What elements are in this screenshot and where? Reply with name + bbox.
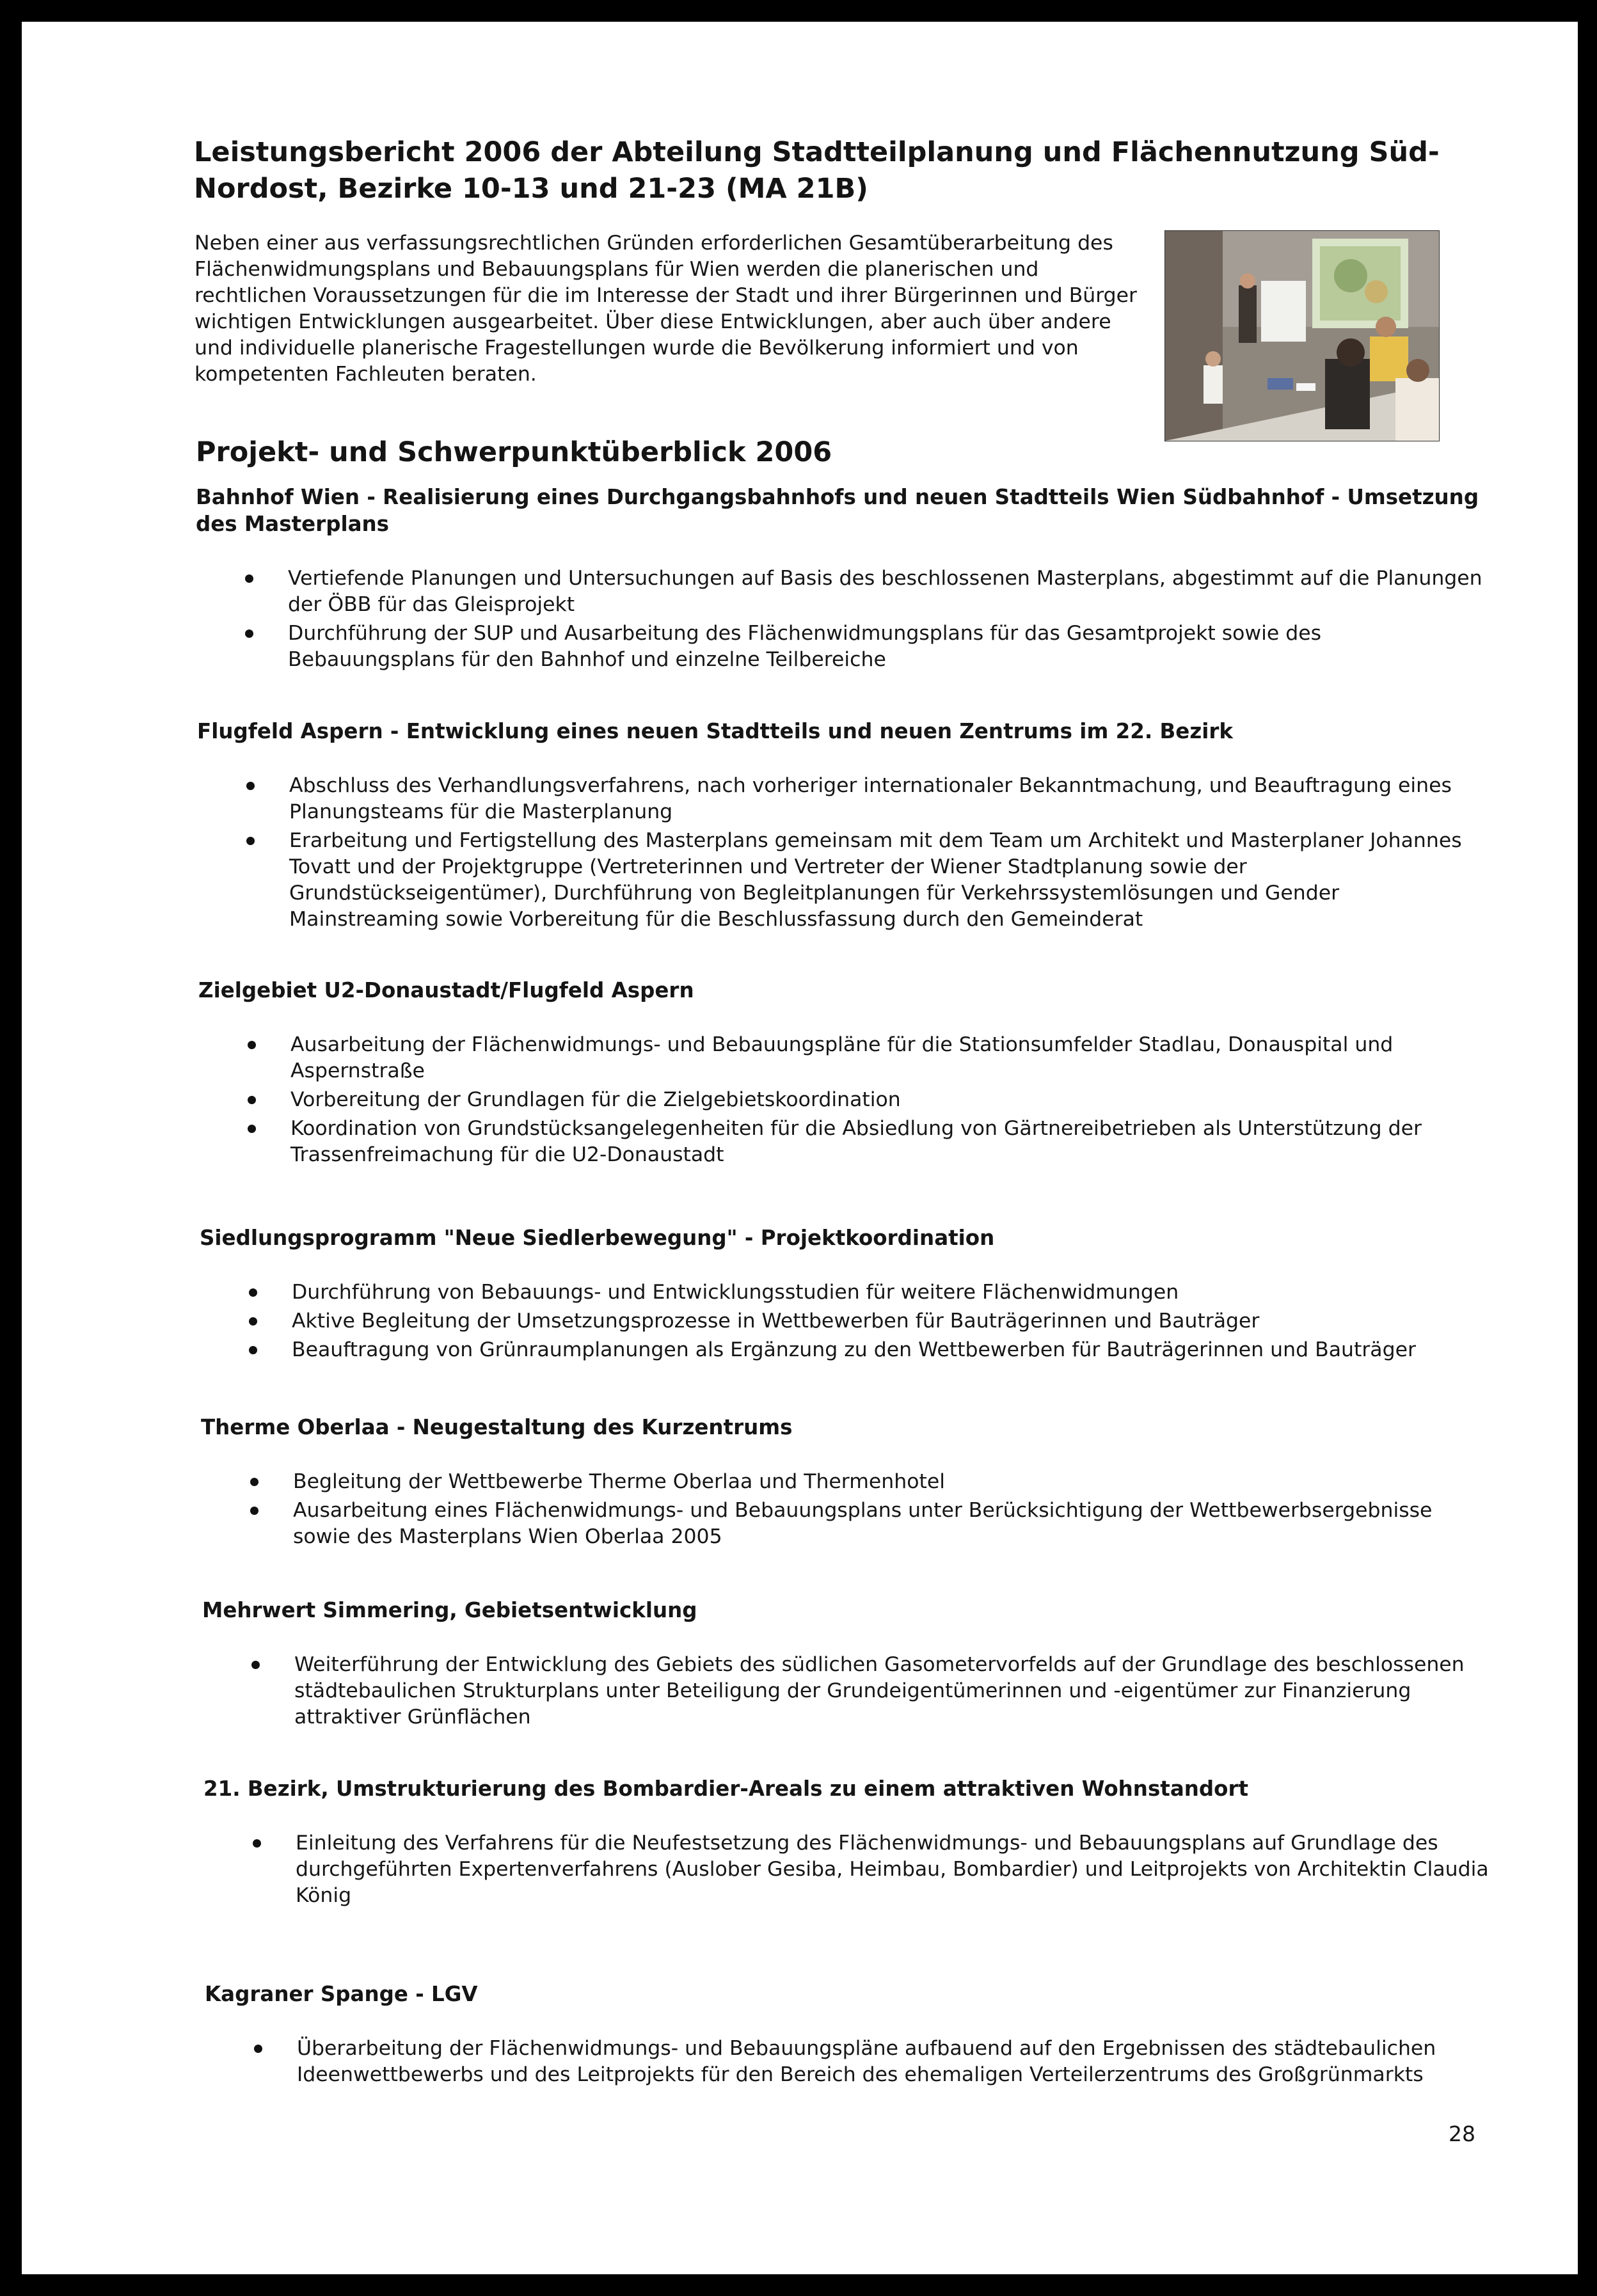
bullet-list <box>201 1469 1493 1550</box>
section-siedlungsprogramm <box>200 1224 1492 1366</box>
list-item: Durchführung von Bebauungs- und Entwicklungsstudien für weitere Flächenwidmungen <box>200 1279 1492 1306</box>
bullet-icon <box>246 837 255 845</box>
list-item: Einleitung des Verfahrens für die Neufestsetzung des Flächenwidmungs- und Bebauungsplans auf Grundlage des durchgeführten Expertenverfahrens (Auslober Gesiba, Heimbau, Bombardier) und Leitprojekts von Architektin Claudia König <box>203 1830 1496 1909</box>
section-heading: Zielgebiet U2-Donaustadt/Flugfeld Aspern <box>198 978 694 1002</box>
bullet-icon <box>248 1041 256 1049</box>
bullet-list <box>196 566 1488 673</box>
section-heading: Therme Oberlaa - Neugestaltung des Kurzentrums <box>201 1415 793 1439</box>
bullet-icon <box>250 1507 258 1515</box>
list-item: Durchführung der SUP und Ausarbeitung des Flächenwidmungsplans für das Gesamtprojekt sowie des Bebauungsplans für den Bahnhof und einzelne Teilbereiche <box>196 621 1488 673</box>
overview-heading: Projekt- und Schwerpunktüberblick 2006 <box>196 436 832 468</box>
bullet-icon <box>253 1839 261 1848</box>
bullet-icon <box>249 1346 257 1354</box>
section-heading: Mehrwert Simmering, Gebietsentwicklung <box>202 1598 697 1622</box>
list-item: Koordination von Grundstücksangelegenheiten für die Absiedlung von Gärtnereibetrieben als Unterstützung der Trassenfreimachung für die U2-Donaustadt <box>198 1116 1491 1168</box>
section-mehrwert-simmering <box>202 1597 1495 1733</box>
bullet-icon <box>248 1096 256 1104</box>
bullet-list <box>197 773 1490 933</box>
bullet-list <box>203 1830 1496 1909</box>
section-therme-oberlaa <box>201 1414 1493 1553</box>
bullet-icon <box>249 1317 257 1326</box>
bullet-icon <box>254 2045 262 2053</box>
list-item: Ausarbeitung eines Flächenwidmungs- und Bebauungsplans unter Berücksichtigung der Wettbewerbsergebnisse sowie des Masterplans Wien Oberlaa 2005 <box>201 1498 1493 1550</box>
list-item: Vorbereitung der Grundlagen für die Zielgebietskoordination <box>198 1087 1491 1113</box>
bullet-list <box>202 1652 1495 1730</box>
bullet-list <box>200 1279 1492 1363</box>
section-heading: Flugfeld Aspern - Entwicklung eines neuen Stadtteils und neuen Zentrums im 22. Bezirk <box>197 719 1234 743</box>
list-item: Überarbeitung der Flächenwidmungs- und Bebauungspläne aufbauend auf den Ergebnissen des städtebaulichen Ideenwettbewerbs und des Leitprojekts für den Bereich des ehemaligen Verteilerzentrums des Großgrünmarkts <box>205 2036 1497 2088</box>
section-bahnhof-wien <box>196 484 1488 676</box>
bullet-icon <box>245 629 253 638</box>
bullet-icon <box>251 1661 260 1669</box>
list-item: Aktive Begleitung der Umsetzungsprozesse in Wettbewerben für Bauträgerinnen und Bauträger <box>200 1308 1492 1334</box>
bullet-icon <box>248 1125 256 1133</box>
list-item: Begleitung der Wettbewerbe Therme Oberlaa und Thermenhotel <box>201 1469 1493 1495</box>
meeting-photo-image <box>1165 231 1439 441</box>
bullet-icon <box>249 1288 257 1297</box>
section-heading: Siedlungsprogramm "Neue Siedlerbewegung" - Projektkoordination <box>200 1226 995 1250</box>
page-number: 28 <box>1449 2121 1475 2146</box>
bullet-icon <box>245 574 253 583</box>
meeting-photo <box>1164 230 1440 441</box>
bullet-icon <box>250 1478 258 1486</box>
document-page <box>22 22 1578 2274</box>
list-item: Erarbeitung und Fertigstellung des Masterplans gemeinsam mit dem Team um Architekt und Masterplaner Johannes Tovatt und der Projektgruppe (Vertreterinnen und Vertreter der Wiener Stadtplanung sowie der Grundstückseigentümer), Durchführung von Begleitplanungen für Verkehrssystemlösungen und Gender Mainstreaming sowie Vorbereitung für die Beschlussfassung durch den Gemeinderat <box>197 828 1490 933</box>
section-flugfeld-aspern <box>197 718 1490 935</box>
list-item: Ausarbeitung der Flächenwidmungs- und Bebauungspläne für die Stationsumfelder Stadlau, Donauspital und Aspernstraße <box>198 1032 1491 1084</box>
bullet-list <box>198 1032 1491 1168</box>
section-zielgebiet-u2 <box>198 977 1491 1171</box>
section-bombardier-areal <box>203 1775 1496 1912</box>
intro-paragraph: Neben einer aus verfassungsrechtlichen Gründen erforderlichen Gesamtüberarbeitung des Flächenwidmungsplans und Bebauungsplans für Wien werden die planerischen und rechtlichen Voraussetzungen für die im Interesse der Stadt und ihrer Bürgerinnen und Bürger wichtigen Entwicklungen ausgearbeitet. Über diese Entwicklungen, aber auch über andere und individuelle planerische Fragestellungen wurde die Bevölkerung informiert und von kompetenten Fachleuten beraten. <box>195 232 1137 386</box>
document-title: Leistungsbericht 2006 der Abteilung Stadtteilplanung und Flächennutzung Süd-Nordost, Bezirke 10-13 und 21-23 (MA 21B) <box>194 136 1440 205</box>
bullet-list <box>205 2036 1497 2088</box>
section-kagraner-spange <box>205 1981 1497 2091</box>
list-item: Beauftragung von Grünraumplanungen als Ergänzung zu den Wettbewerben für Bauträgerinnen und Bauträger <box>200 1337 1492 1363</box>
list-item: Weiterführung der Entwicklung des Gebiets des südlichen Gasometervorfelds auf der Grundlage des beschlossenen städtebaulichen Strukturplans unter Beteiligung der Grundeigentümerinnen und -eigentümer zur Finanzierung attraktiver Grünflächen <box>202 1652 1495 1730</box>
bullet-icon <box>246 782 255 790</box>
section-heading: Kagraner Spange - LGV <box>205 1982 478 2006</box>
list-item: Abschluss des Verhandlungsverfahrens, nach vorheriger internationaler Bekanntmachung, und Beauftragung eines Planungsteams für die Masterplanung <box>197 773 1490 825</box>
list-item: Vertiefende Planungen und Untersuchungen auf Basis des beschlossenen Masterplans, abgestimmt auf die Planungen der ÖBB für das Gleisprojekt <box>196 566 1488 618</box>
section-heading: Bahnhof Wien - Realisierung eines Durchgangsbahnhofs und neuen Stadtteils Wien Südbahnhof - Umsetzung des Masterplans <box>196 485 1479 536</box>
section-heading: 21. Bezirk, Umstrukturierung des Bombardier-Areals zu einem attraktiven Wohnstandort <box>203 1777 1249 1801</box>
